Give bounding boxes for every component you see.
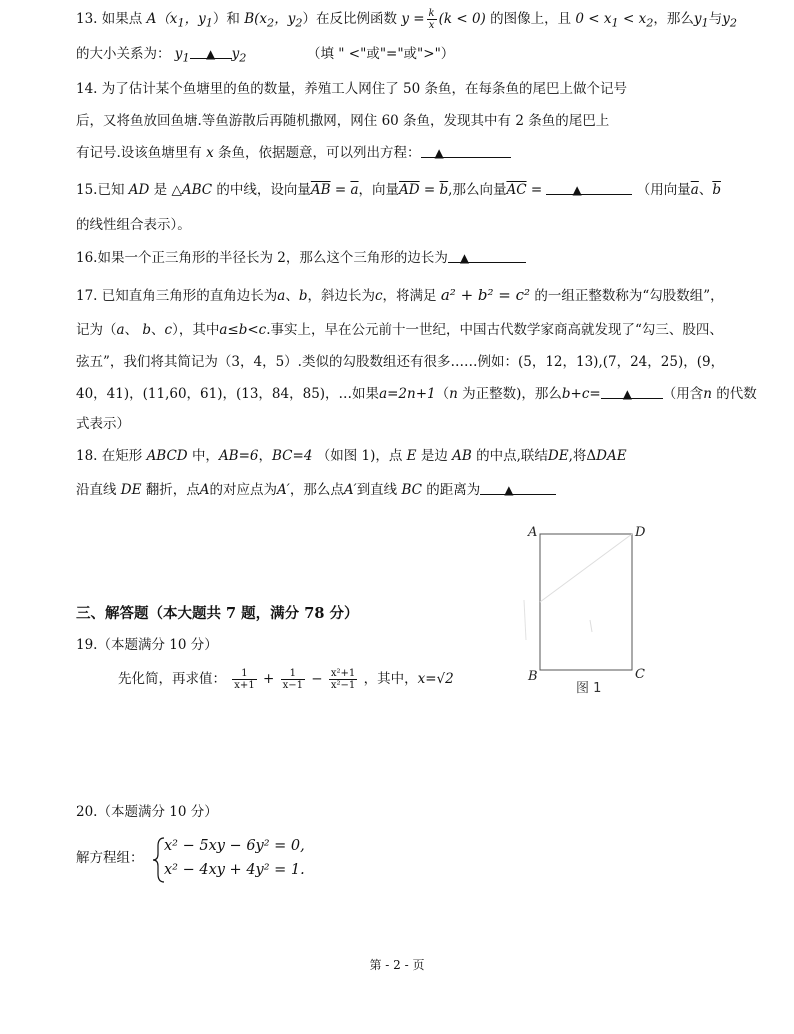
q15-line2: 的线性组合表示）。	[76, 217, 191, 233]
q18-line2: 沿直线 DE 翻折，点A的对应点为A′，那么点A′到直线 BC 的距离为 ▲	[76, 480, 556, 500]
faint-fold-line	[540, 534, 632, 602]
q20-header: 20.（本题满分 10 分）	[76, 804, 218, 820]
q20-equation-2: x² − 4xy + 4y² = 1.	[164, 862, 305, 878]
page-number: 第 - 2 - 页	[369, 958, 425, 972]
q17-line4: 40，41)，(11,60，61)，(13，84，85)，…如果a=2n+1（n 为正整数)，那么b+c= ▲ （用含n 的代数	[76, 386, 757, 402]
faint-mark	[590, 620, 592, 632]
q13-line2: 的大小关系为： $y_1$ ▲ $y_2$ （填 " <"或"="或">"）	[76, 46, 455, 65]
triangle-icon: ▲	[572, 183, 582, 197]
q19-expression: 先化简，再求值： $\frac{1}{x+1}$ + $\frac{1}{x-1}$ − $\frac{\text{x²+1}}{\text{x²−1}}$ ，其中，x=√2	[118, 668, 454, 691]
q14-line3: 有记号.设该鱼塘里有 x 条鱼，依据题意，可以列出方程： ▲	[76, 143, 511, 163]
triangle-icon: ▲	[459, 251, 470, 265]
triangle-icon: ▲	[622, 387, 632, 401]
q16-line: 16.如果一个正三角形的半径长为 2，那么这个三角形的边长为 ▲	[76, 248, 526, 268]
triangle-icon: ▲	[205, 47, 216, 61]
answer-blank-15[interactable]	[546, 180, 632, 195]
figure-caption: 图 1	[576, 681, 602, 696]
answer-blank-18[interactable]	[480, 480, 556, 495]
figure-1-rectangle	[520, 520, 660, 700]
answer-blank-13[interactable]	[190, 44, 232, 59]
q17-line5: 式表示）	[76, 416, 130, 432]
triangle-icon: ▲	[504, 483, 514, 497]
rectangle-abcd	[540, 534, 632, 670]
inequality: $0 < x_1 < x_2$	[575, 11, 654, 30]
q14-line2: 后，又将鱼放回鱼塘.等鱼游散后再随机撒网，网住 60 条鱼，发现其中有 2 条鱼的尾巴上	[76, 113, 610, 129]
vector-ad: $\overline{AD}$	[399, 182, 420, 198]
figure-label-d: D	[635, 525, 646, 540]
inverse-function: y = $\frac{k}{x}$ (k < 0)	[401, 8, 486, 31]
fraction-3: $\frac{\text{x²+1}}{\text{x²−1}}$	[330, 668, 356, 691]
section-3-title: 三、解答题（本大题共 7 题，满分 78 分）	[76, 605, 359, 622]
pythagorean-formula: a² + b² = c²	[440, 286, 531, 304]
q14-line1: 14. 为了估计某个鱼塘里的鱼的数量，养殖工人网住了 50 条鱼，在每条鱼的尾巴上做个记号	[76, 81, 628, 97]
fraction-2: $\frac{1}{x-1}$	[282, 668, 303, 691]
figure-label-b: B	[528, 669, 538, 684]
q17-line3: 弦五”，我们将其简记为（3，4，5）.类似的勾股数组还有很多……例如：(5，12，13),(7，24，25)，(9，	[76, 354, 725, 370]
answer-blank-17[interactable]	[601, 384, 663, 399]
fraction-1: $\frac{1}{x+1}$	[234, 668, 255, 691]
q19-header: 19.（本题满分 10 分）	[76, 637, 218, 653]
triangle-icon: ▲	[434, 146, 444, 160]
q13-line1: 13. 如果点 $A(x_1$，$y_1$）和 $B(x_2$，$y_2$）在反比例函数 y = $\frac{k}{x}$ (k < 0) 的图像上，且 $0 < x_1 < x_2$，那么$y_1$与$y_2$	[76, 8, 737, 31]
q15-line1: 15.已知 AD 是 △ABC 的中线，设向量$\overline{AB} = \overline{a}$，向量$\overline{AD} = \overline{b}$,那么向量$\overline{AC}$ = ▲ （用向量$\overline{a}$、$\overline{b}$	[76, 182, 721, 198]
vector-ac: $\overline{AC}$	[506, 182, 527, 198]
answer-blank-16[interactable]	[448, 248, 526, 263]
figure-label-a: A	[528, 525, 538, 540]
q17-line1: 17. 已知直角三角形的直角边长为a、b，斜边长为c，将满足 a² + b² = c² 的一组正整数称为“勾股数组”，	[76, 286, 724, 304]
point-b: $B(x_2$，$y_2$	[244, 11, 303, 30]
answer-blank-14[interactable]	[421, 143, 511, 158]
figure-label-c: C	[635, 667, 645, 682]
q18-line1: 18. 在矩形 ABCD 中，AB=6，BC=4 （如图 1)，点 E 是边 AB 的中点,联结DE,将ΔDAE	[76, 448, 627, 464]
q20-equation-1: x² − 5xy − 6y² = 0,	[164, 838, 305, 854]
vector-ab: $\overline{AB}$	[310, 182, 331, 198]
q17-line2: 记为（a、 b、c），其中a≤b<c.事实上，早在公元前十一世纪，中国古代数学家商高就发现了“勾三、股四、	[76, 322, 723, 338]
q20-prompt: 解方程组：	[76, 850, 144, 866]
point-a: $A(x_1$，$y_1$	[146, 11, 213, 30]
faint-edge-mark	[524, 600, 526, 640]
